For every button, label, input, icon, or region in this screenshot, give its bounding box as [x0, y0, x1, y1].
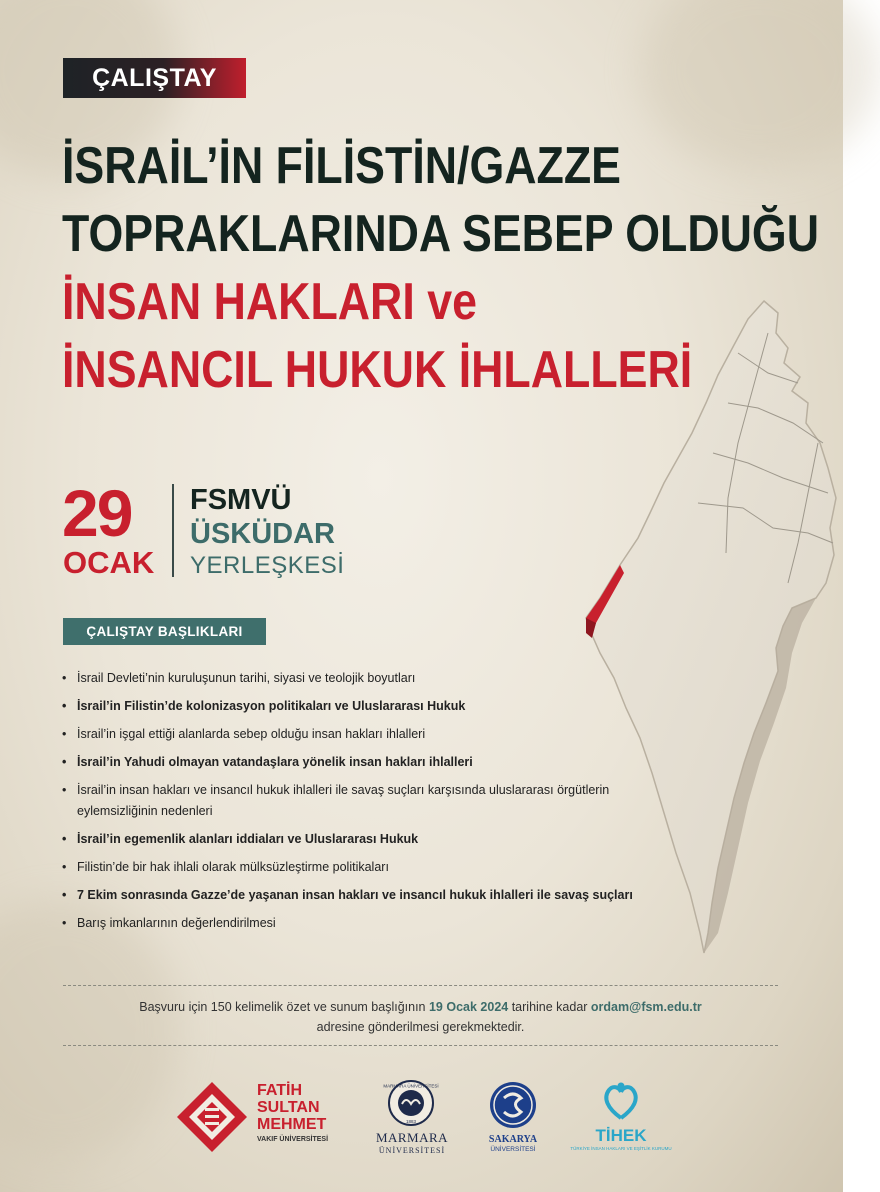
- tihek-name: TİHEK: [595, 1126, 647, 1145]
- venue-line-1: FSMVÜ: [190, 484, 292, 516]
- fsm-logo-line2: SULTAN: [257, 1099, 320, 1116]
- paper-stain: [640, 0, 880, 170]
- title-line-1: İSRAİL’İN FİLİSTİN/GAZZE: [62, 137, 621, 195]
- section-heading: ÇALIŞTAY BAŞLIKLARI: [63, 618, 266, 645]
- title-line-2: TOPRAKLARINDA SEBEP OLDUĞU: [62, 205, 819, 263]
- topic-item: • İsrail Devleti’nin kuruluşunun tarihi, siyasi ve teolojik boyutları: [60, 668, 680, 689]
- event-day: 29: [62, 476, 132, 550]
- topic-item: • İsrail’in egemenlik alanları iddiaları ve Uluslararası Hukuk: [60, 829, 680, 850]
- topic-item: • Barış imkanlarının değerlendirilmesi: [60, 913, 680, 934]
- note-text: tarihine kadar: [508, 1000, 591, 1014]
- marmara-seal-icon: [383, 1080, 439, 1126]
- topic-item: • İsrail’in Filistin’de kolonizasyon politikaları ve Uluslararası Hukuk: [60, 696, 680, 717]
- fsm-logo: [175, 1078, 345, 1158]
- deadline-date: 19 Ocak 2024: [428, 1000, 509, 1014]
- tihek-heart-icon: [601, 1080, 641, 1122]
- tihek-logo: [566, 1078, 676, 1158]
- marmara-logo: [362, 1080, 462, 1160]
- venue-line-3: YERLEŞKESİ: [190, 552, 345, 579]
- application-note: [63, 997, 778, 1037]
- marmara-ring-text: MARMARA ÜNİVERSİTESİ: [383, 1083, 439, 1089]
- divider-bottom: [63, 1045, 778, 1046]
- event-month: OCAK: [63, 545, 155, 580]
- note-text: adresine gönderilmesi gerekmektedir.: [316, 1020, 525, 1034]
- marmara-sub: ÜNİVERSİTESİ: [378, 1146, 446, 1155]
- title-line-3: İNSAN HAKLARI ve: [62, 273, 477, 331]
- topic-item: • İsrail’in işgal ettiği alanlarda sebep olduğu insan hakları ihlalleri: [60, 724, 680, 745]
- event-type-badge: ÇALIŞTAY: [63, 58, 246, 98]
- topic-item: • İsrail’in insan hakları ve insancıl hukuk ihlalleri ile savaş suçları karşısında uluslararası örgütlerin eylemsizliğinin nedenleri: [60, 780, 680, 822]
- sakarya-sub: ÜNİVERSİTESİ: [490, 1146, 536, 1153]
- topics-list: [60, 668, 680, 941]
- fsm-logo-line4: VAKIF ÜNİVERSİTESİ: [257, 1136, 329, 1143]
- fsm-logo-line1: FATİH: [257, 1082, 303, 1099]
- marmara-name: MARMARA: [375, 1130, 449, 1145]
- note-text: Başvuru için 150 kelimelik özet ve sunum başlığının: [139, 1000, 429, 1014]
- marmara-ring-year: 1883: [405, 1119, 417, 1124]
- venue-line-2: ÜSKÜDAR: [190, 518, 335, 550]
- tihek-sub: TÜRKİYE İNSAN HAKLARI VE EŞİTLİK KURUMU: [570, 1146, 672, 1151]
- topic-item: • 7 Ekim sonrasında Gazze’de yaşanan insan hakları ve insancıl hukuk ihlalleri ile savaş suçları: [60, 885, 680, 906]
- date-divider: [172, 484, 174, 577]
- contact-email-link[interactable]: ordam@fsm.edu.tr: [590, 1000, 702, 1014]
- fsm-logo-line3: MEHMET: [257, 1116, 327, 1133]
- title-line-4: İNSANCIL HUKUK İHLALLERİ: [62, 341, 693, 399]
- fsm-emblem-icon: [175, 1080, 249, 1154]
- sakarya-name: SAKARYA: [488, 1134, 538, 1145]
- topic-item: • Filistin’de bir hak ihlali olarak mülksüzleştirme politikaları: [60, 857, 680, 878]
- sakarya-emblem-icon: [488, 1080, 538, 1130]
- topic-item: • İsrail’in Yahudi olmayan vatandaşlara yönelik insan hakları ihlalleri: [60, 752, 680, 773]
- divider-top: [63, 985, 778, 986]
- sakarya-logo: [478, 1078, 548, 1158]
